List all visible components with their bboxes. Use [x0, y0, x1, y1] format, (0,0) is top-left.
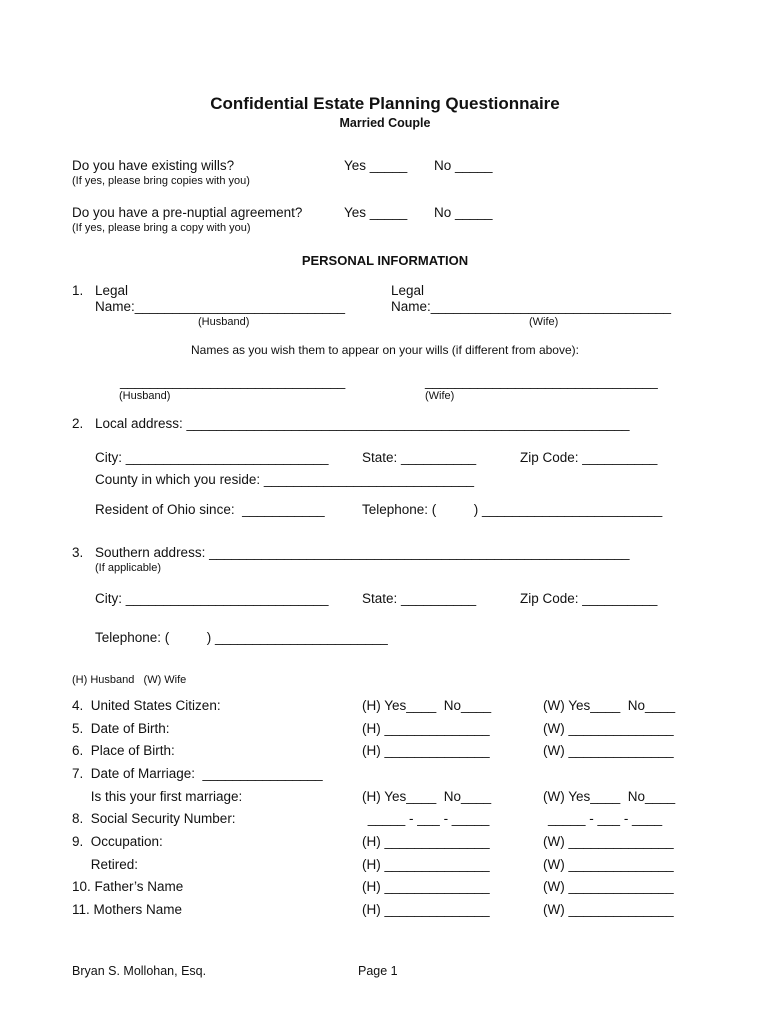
husband-will-name-tag: (Husband) — [119, 390, 171, 402]
item-wife-field[interactable]: (W) ______________ — [543, 902, 674, 917]
husband-legal-label: Legal — [95, 283, 129, 298]
southern-zip-field[interactable]: Zip Code: __________ — [520, 591, 658, 606]
q2-number: 2. — [72, 416, 84, 431]
local-telephone-field[interactable]: Telephone: ( ) ________________________ — [362, 502, 663, 517]
item-husband-field[interactable]: (H) ______________ — [362, 721, 490, 736]
item-husband-field[interactable]: (H) ______________ — [362, 857, 490, 872]
wife-legal-label: Legal — [391, 283, 425, 298]
item-husband-field[interactable]: _____ - ___ - _____ — [349, 811, 490, 826]
item-label: Is this your first marriage: — [72, 789, 243, 804]
item-wife-field[interactable]: (W) Yes____ No____ — [543, 698, 676, 713]
wills-yes-field[interactable]: Yes _____ — [344, 158, 408, 173]
item-wife-field[interactable]: (W) ______________ — [543, 743, 674, 758]
wills-note: (If yes, please bring copies with you) — [72, 175, 250, 187]
item-label-date-of-marriage[interactable]: 7. Date of Marriage: ________________ — [72, 766, 323, 781]
item-husband-field[interactable]: (H) Yes____ No____ — [362, 789, 492, 804]
item-husband-field[interactable]: (H) Yes____ No____ — [362, 698, 492, 713]
item-label: 10. Father’s Name — [72, 879, 184, 894]
local-zip-field[interactable]: Zip Code: __________ — [520, 450, 658, 465]
wills-no-field[interactable]: No _____ — [434, 158, 493, 173]
prenup-no-field[interactable]: No _____ — [434, 205, 493, 220]
wills-question: Do you have existing wills? — [72, 158, 235, 173]
southern-telephone-field[interactable]: Telephone: ( ) _______________________ — [95, 630, 388, 645]
page-title: Confidential Estate Planning Questionnaire — [210, 94, 560, 113]
husband-tag: (Husband) — [198, 316, 250, 328]
page-subtitle: Married Couple — [339, 116, 431, 130]
names-instruction: Names as you wish them to appear on your wills (if different from above): — [191, 343, 579, 357]
county-field[interactable]: County in which you reside: ____________________________ — [95, 472, 475, 487]
local-address-field[interactable]: Local address: ___________________________________________________________ — [95, 416, 630, 431]
southern-address-field[interactable]: Southern address: ________________________________________________________ — [95, 545, 630, 560]
wife-tag: (Wife) — [529, 316, 559, 328]
q3-number: 3. — [72, 545, 84, 560]
wife-will-name-tag: (Wife) — [425, 390, 455, 402]
item-label: 4. United States Citizen: — [72, 698, 221, 713]
local-state-field[interactable]: State: __________ — [362, 450, 477, 465]
husband-will-name-field[interactable]: ______________________________ — [120, 374, 346, 389]
item-label: 11. Mothers Name — [72, 902, 183, 917]
prenup-note: (If yes, please bring a copy with you) — [72, 222, 251, 234]
item-wife-field[interactable]: (W) ______________ — [543, 879, 674, 894]
item-husband-field[interactable]: (H) ______________ — [362, 879, 490, 894]
item-husband-field[interactable]: (H) ______________ — [362, 902, 490, 917]
item-wife-field[interactable]: (W) Yes____ No____ — [543, 789, 676, 804]
local-city-field[interactable]: City: ___________________________ — [95, 450, 329, 465]
ohio-resident-since-field[interactable]: Resident of Ohio since: ___________ — [95, 502, 325, 517]
item-label: 8. Social Security Number: — [72, 811, 236, 826]
item-husband-field[interactable]: (H) ______________ — [362, 743, 490, 758]
wife-legal-name-field[interactable]: Name:________________________________ — [391, 299, 672, 314]
husband-legal-name-field[interactable]: Name:____________________________ — [95, 299, 345, 314]
item-wife-field[interactable]: (W) ______________ — [543, 834, 674, 849]
husband-wife-legend: (H) Husband (W) Wife — [72, 674, 187, 686]
footer-page-number: Page 1 — [358, 964, 398, 978]
item-label: 5. Date of Birth: — [72, 721, 170, 736]
southern-state-field[interactable]: State: __________ — [362, 591, 477, 606]
wife-will-name-field[interactable]: _______________________________ — [425, 374, 658, 389]
footer-author: Bryan S. Mollohan, Esq. — [72, 964, 207, 978]
item-wife-field[interactable]: _____ - ___ - ____ — [533, 811, 663, 826]
item-wife-field[interactable]: (W) ______________ — [543, 721, 674, 736]
item-label: 9. Occupation: — [72, 834, 163, 849]
q1-number: 1. — [72, 283, 84, 298]
item-label: Retired: — [72, 857, 139, 872]
item-wife-field[interactable]: (W) ______________ — [543, 857, 674, 872]
section-heading-personal-info: PERSONAL INFORMATION — [301, 253, 469, 268]
item-husband-field[interactable]: (H) ______________ — [362, 834, 490, 849]
prenup-question: Do you have a pre-nuptial agreement? — [72, 205, 303, 220]
if-applicable-note: (If applicable) — [95, 562, 162, 574]
prenup-yes-field[interactable]: Yes _____ — [344, 205, 408, 220]
item-label: 6. Place of Birth: — [72, 743, 175, 758]
southern-city-field[interactable]: City: ___________________________ — [95, 591, 329, 606]
